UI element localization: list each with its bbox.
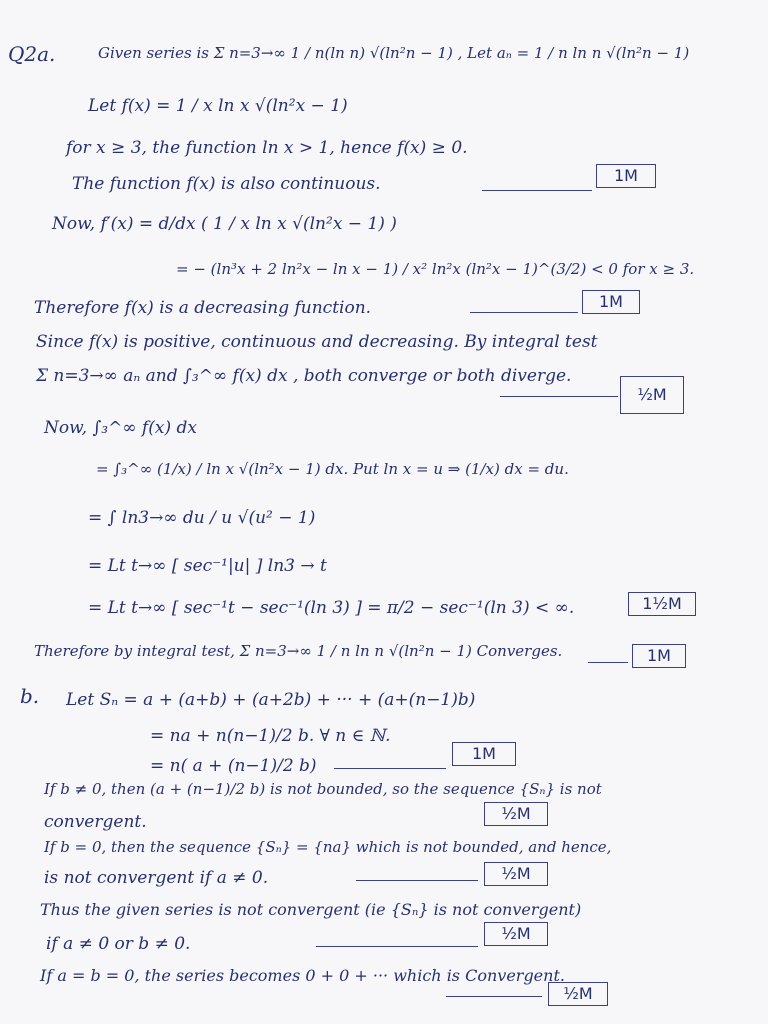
mark-box: 1M	[452, 742, 516, 766]
mark-box: ½M	[548, 982, 608, 1006]
mark-box: ½M	[484, 922, 548, 946]
thus-statement: Thus the given series is not convergent (ie {Sₙ} is not convergent)	[40, 900, 582, 919]
decreasing-statement: Therefore f(x) is a decreasing function.	[34, 298, 372, 318]
case-b-zero: If b = 0, then the sequence {Sₙ} = {na} which is not bounded, and hence,	[44, 838, 612, 856]
answer-underline	[482, 190, 592, 191]
answer-underline	[500, 396, 618, 397]
mark-box: 1M	[632, 644, 686, 668]
substitution-line: = ∫₃^∞ (1/x) / ln x √(ln²x − 1) dx. Put ln x = u ⇒ (1/x) dx = du.	[96, 460, 569, 478]
mark-box: 1M	[596, 164, 656, 188]
integral-result: = Lt t→∞ [ sec⁻¹t − sec⁻¹(ln 3) ] = π/2 − sec⁻¹(ln 3) < ∞.	[88, 598, 575, 618]
converge-diverge-statement: Σ n=3→∞ aₙ and ∫₃^∞ f(x) dx , both converge or both diverge.	[36, 366, 572, 386]
derivative-line: Now, f′(x) = d/dx ( 1 / x ln x √(ln²x − 1) )	[52, 214, 397, 234]
zero-case-statement: If a = b = 0, the series becomes 0 + 0 + ··· which is Convergent.	[40, 966, 565, 985]
convergent-word: convergent.	[44, 812, 147, 832]
question-label: Q2a.	[8, 42, 56, 66]
answer-underline	[356, 880, 478, 881]
answer-underline	[470, 312, 578, 313]
not-convergent-if: is not convergent if a ≠ 0.	[44, 868, 269, 888]
answer-underline	[316, 946, 478, 947]
mark-box: 1M	[582, 290, 640, 314]
mark-box: ½M	[484, 862, 548, 886]
sn-factored: = n( a + (n−1)/2 b)	[150, 756, 317, 776]
mark-box: 1½M	[628, 592, 696, 616]
part-b-label: b.	[20, 684, 40, 708]
function-definition: Let f(x) = 1 / x ln x √(ln²x − 1)	[88, 96, 348, 116]
series-statement: Given series is Σ n=3→∞ 1 / n(ln n) √(ln²n − 1) , Let aₙ = 1 / n ln n √(ln²n − 1)	[98, 44, 690, 62]
answer-underline	[588, 662, 628, 663]
integral-in-u: = ∫ ln3→∞ du / u √(u² − 1)	[88, 508, 316, 528]
answer-underline	[334, 768, 446, 769]
conclusion-a: Therefore by integral test, Σ n=3→∞ 1 / n ln n √(ln²n − 1) Converges.	[34, 642, 563, 660]
mark-box: ½M	[620, 376, 684, 414]
sn-definition: Let Sₙ = a + (a+b) + (a+2b) + ··· + (a+(n−1)b)	[66, 690, 476, 710]
limit-line: = Lt t→∞ [ sec⁻¹|u| ] ln3 → t	[88, 556, 327, 576]
integral-start: Now, ∫₃^∞ f(x) dx	[44, 418, 197, 438]
integral-test-statement: Since f(x) is positive, continuous and decreasing. By integral test	[36, 332, 598, 352]
derivative-result: = − (ln³x + 2 ln²x − ln x − 1) / x² ln²x (ln²x − 1)^(3/2) < 0 for x ≥ 3.	[176, 260, 695, 278]
positivity-statement: for x ≥ 3, the function ln x > 1, hence f(x) ≥ 0.	[66, 138, 468, 158]
sn-simplified: = na + n(n−1)/2 b. ∀ n ∈ ℕ.	[150, 726, 391, 746]
answer-underline	[446, 996, 542, 997]
continuity-statement: The function f(x) is also continuous.	[72, 174, 381, 194]
case-b-nonzero: If b ≠ 0, then (a + (n−1)/2 b) is not bounded, so the sequence {Sₙ} is not	[44, 780, 602, 798]
mark-box: ½M	[484, 802, 548, 826]
condition-statement: if a ≠ 0 or b ≠ 0.	[46, 934, 191, 954]
